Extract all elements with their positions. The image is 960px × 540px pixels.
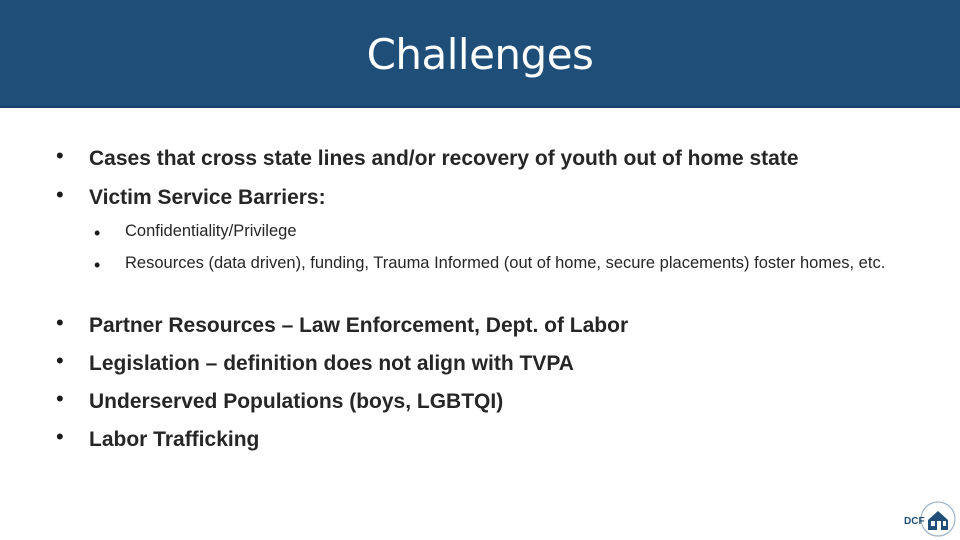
bullet-dot-icon: • (94, 255, 101, 275)
bullet-text: Labor Trafficking (89, 428, 260, 451)
dcf-logo (900, 500, 958, 538)
bullet-text: Cases that cross state lines and/or recovery of youth out of home state (89, 147, 799, 170)
bullet-dot-icon: • (56, 386, 64, 411)
bullet-dot-icon: • (94, 223, 101, 243)
title-bar (0, 0, 960, 108)
bullet-dot-icon: • (56, 182, 64, 207)
sub-bullet-text: Confidentiality/Privilege (125, 222, 297, 240)
bullet-text: Victim Service Barriers: (89, 186, 326, 209)
bullet-text: Legislation – definition does not align with TVPA (89, 352, 574, 375)
sub-bullet-text: Resources (data driven), funding, Trauma Informed (out of home, secure placements) foster homes, etc. (125, 254, 886, 272)
bullet-text: Partner Resources – Law Enforcement, Dept. of Labor (89, 314, 629, 337)
bullet-dot-icon: • (56, 424, 64, 449)
bullet-dot-icon: • (56, 348, 64, 373)
bullet-dot-icon: • (56, 143, 64, 168)
slide-title: Challenges (366, 30, 594, 79)
logo-text: DCF (904, 516, 925, 527)
bullet-dot-icon: • (56, 310, 64, 335)
bullet-text: Underserved Populations (boys, LGBTQI) (89, 390, 504, 413)
